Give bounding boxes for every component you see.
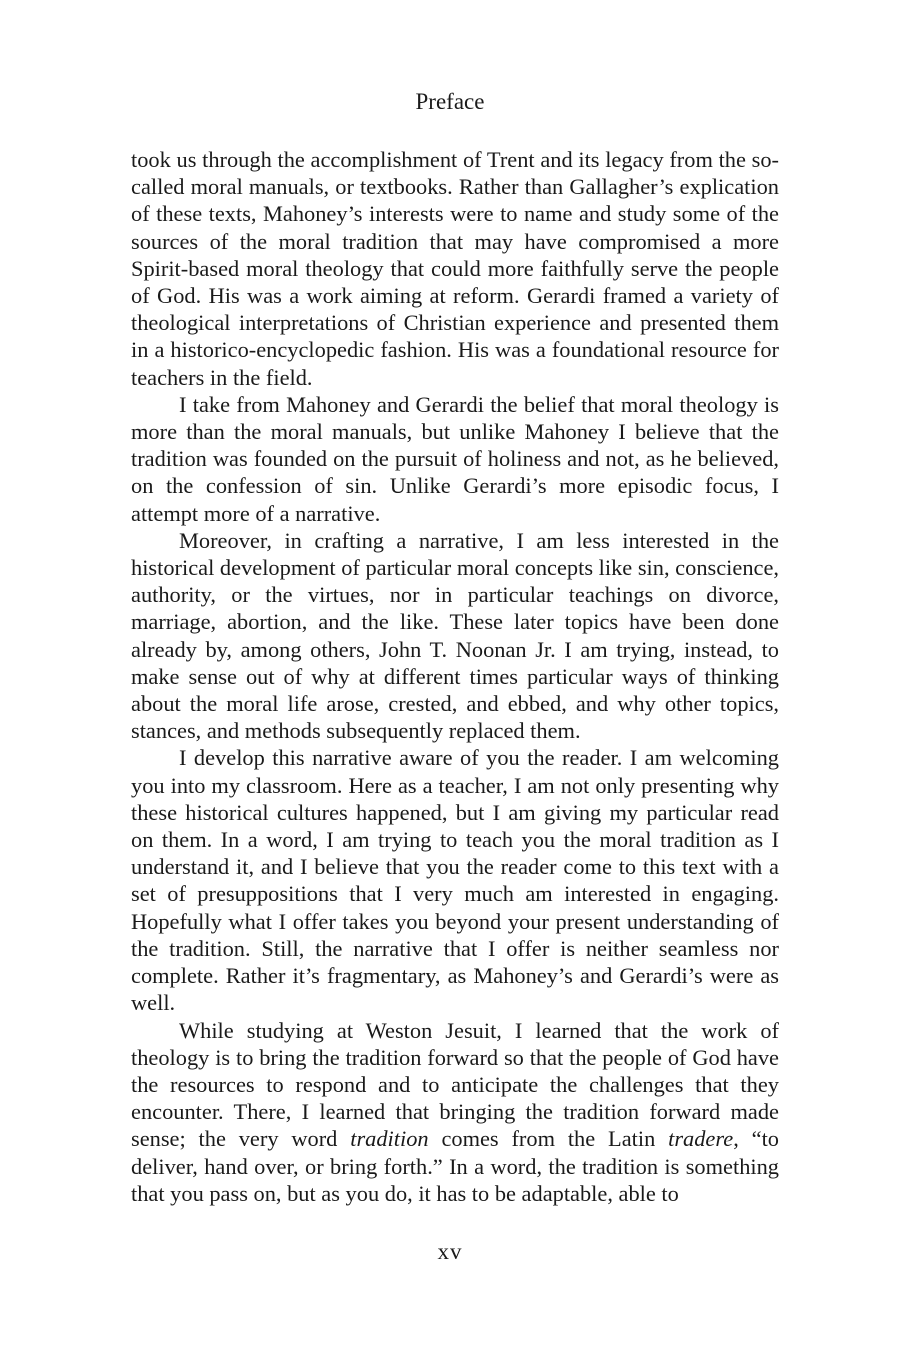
running-head: Preface <box>415 89 485 114</box>
paragraph <box>131 146 779 391</box>
paragraph <box>131 527 779 745</box>
paragraph-text: I take from Mahoney and Gerardi the belief that moral theology is more than the moral manuals, but unlike Mahoney I believe that the tradition was founded on the pursuit of holiness and not, as he believed, on the confession of sin. Unlike Gerardi’s more episodic focus, I attempt more of a narrative. <box>131 391 779 526</box>
paragraph <box>131 391 779 527</box>
page-number: xv <box>437 1239 463 1264</box>
body-text <box>131 146 779 1207</box>
paragraph-text: comes from the Latin <box>428 1126 669 1152</box>
paragraph-text: took us through the accomplishment of Trent and its legacy from the so-called moral manuals, or textbooks. Rather than Gallagher’s explication of these texts, Mahoney’s interests were to name and study some of the sources of the moral tradition that may have compromised a more Spirit-based moral theology that could more faithfully serve the people of God. His was a work aiming at reform. Gerardi framed a variety of theological interpretations of Christian experience and presented them in a historico-encyclopedic fashion. His was a foundational resource for teachers in the field. <box>131 147 779 390</box>
paragraph <box>131 744 779 1016</box>
paragraph-text: Moreover, in crafting a narrative, I am less interested in the historical development of particular moral concepts like sin, conscience, authority, or the virtues, nor in particular teachings on divorce, marriage, abortion, and the like. These later topics have been done already by, among others, John T. Noonan Jr. I am trying, instead, to make sense out of why at different times particular ways of thinking about the moral life arose, crested, and ebbed, and why other topics, stances, and methods subsequently replaced them. <box>131 527 779 744</box>
paragraph-text: I develop this narrative aware of you the reader. I am welcoming you into my classroom. Here as a teacher, I am not only presenting why these historical cultures happened, but I am giving my particular read on them. In a word, I am trying to teach you the moral tradition as I understand it, and I believe that you the reader come to this text with a set of presuppositions that I very much am interested in engaging. Hopefully what I offer takes you beyond your present understanding of the tradition. Still, the narrative that I offer is neither seamless nor complete. Rather it’s fragmentary, as Mahoney’s and Gerardi’s were as well. <box>131 745 779 1016</box>
paragraph <box>131 1017 779 1207</box>
paragraph-text: , “to deliver, hand over, or bring forth.” In a word, the tradition is something that you pass on, but as you do, it has to be adaptable, able to <box>131 1126 779 1206</box>
paragraph-text: While studying at Weston Jesuit, I learned that the work of theology is to bring the tradition forward so that the people of God have the resources to respond and to anticipate the challenges that they encounter. There, I learned that bringing the tradition forward made sense; the very word <box>131 1017 779 1152</box>
italic-term: tradition <box>350 1126 429 1152</box>
italic-term: tradere <box>668 1126 734 1152</box>
